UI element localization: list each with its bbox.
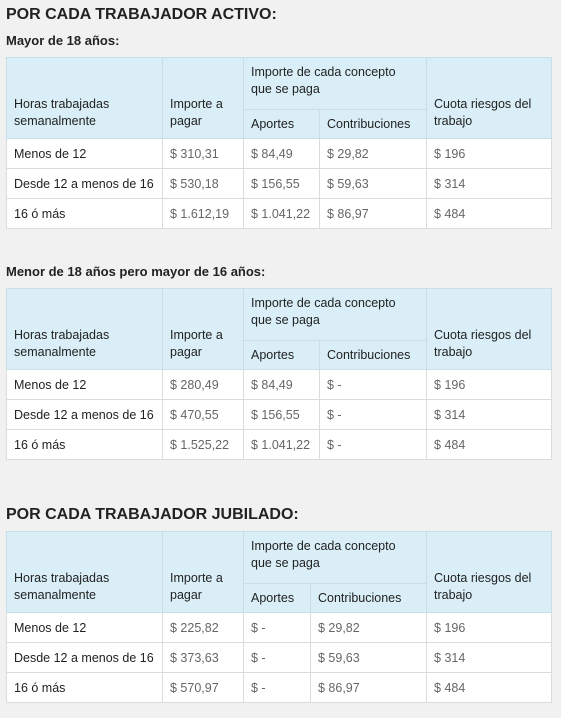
cell-contribuciones: $ - bbox=[320, 430, 427, 460]
section-heading-jubilado: POR CADA TRABAJADOR JUBILADO: bbox=[6, 506, 299, 523]
cell-contribuciones: $ - bbox=[320, 400, 427, 430]
header-contribuciones: Contribuciones bbox=[320, 110, 427, 139]
table-row bbox=[7, 430, 552, 460]
cell-aportes: $ 156,55 bbox=[244, 169, 320, 199]
table-row bbox=[7, 370, 552, 400]
cell-horas: Menos de 12 bbox=[7, 139, 163, 169]
header-concepto: Importe de cada concepto que se paga bbox=[244, 58, 427, 110]
cell-horas: 16 ó más bbox=[7, 430, 163, 460]
cell-importe: $ 373,63 bbox=[163, 643, 244, 673]
header-cuota: Cuota riesgos del trabajo bbox=[427, 532, 552, 613]
table-row bbox=[7, 169, 552, 199]
cell-aportes: $ - bbox=[244, 673, 311, 703]
header-contribuciones: Contribuciones bbox=[311, 584, 427, 613]
cell-importe: $ 225,82 bbox=[163, 613, 244, 643]
cell-horas: Desde 12 a menos de 16 bbox=[7, 400, 163, 430]
header-contribuciones: Contribuciones bbox=[320, 341, 427, 370]
header-importe: Importe a pagar bbox=[163, 58, 244, 139]
table-row bbox=[7, 643, 552, 673]
cell-importe: $ 1.612,19 bbox=[163, 199, 244, 229]
table-row bbox=[7, 613, 552, 643]
cell-aportes: $ 1.041,22 bbox=[244, 199, 320, 229]
table-row bbox=[7, 400, 552, 430]
cell-aportes: $ 84,49 bbox=[244, 370, 320, 400]
cell-horas: Desde 12 a menos de 16 bbox=[7, 169, 163, 199]
cell-importe: $ 570,97 bbox=[163, 673, 244, 703]
subheading-menor-18: Menor de 18 años pero mayor de 16 años: bbox=[6, 264, 266, 279]
cell-cuota: $ 314 bbox=[427, 643, 552, 673]
table-row bbox=[7, 673, 552, 703]
cell-importe: $ 280,49 bbox=[163, 370, 244, 400]
cell-aportes: $ 84,49 bbox=[244, 139, 320, 169]
section-heading-activo: POR CADA TRABAJADOR ACTIVO: bbox=[6, 6, 277, 23]
cell-cuota: $ 484 bbox=[427, 673, 552, 703]
cell-horas: Menos de 12 bbox=[7, 613, 163, 643]
cell-cuota: $ 314 bbox=[427, 169, 552, 199]
cell-aportes: $ - bbox=[244, 643, 311, 673]
cell-cuota: $ 484 bbox=[427, 199, 552, 229]
table-row bbox=[7, 199, 552, 229]
header-importe: Importe a pagar bbox=[163, 532, 244, 613]
cell-horas: 16 ó más bbox=[7, 673, 163, 703]
header-cuota: Cuota riesgos del trabajo bbox=[427, 289, 552, 370]
cell-cuota: $ 196 bbox=[427, 613, 552, 643]
header-cuota: Cuota riesgos del trabajo bbox=[427, 58, 552, 139]
cell-importe: $ 530,18 bbox=[163, 169, 244, 199]
header-horas: Horas trabajadas semanalmente bbox=[7, 532, 163, 613]
cell-contribuciones: $ 86,97 bbox=[320, 199, 427, 229]
header-importe: Importe a pagar bbox=[163, 289, 244, 370]
cell-horas: 16 ó más bbox=[7, 199, 163, 229]
cell-importe: $ 1.525,22 bbox=[163, 430, 244, 460]
cell-horas: Desde 12 a menos de 16 bbox=[7, 643, 163, 673]
cell-contribuciones: $ 59,63 bbox=[320, 169, 427, 199]
cell-cuota: $ 484 bbox=[427, 430, 552, 460]
header-horas: Horas trabajadas semanalmente bbox=[7, 289, 163, 370]
header-aportes: Aportes bbox=[244, 584, 311, 613]
cell-contribuciones: $ 29,82 bbox=[311, 613, 427, 643]
header-concepto: Importe de cada concepto que se paga bbox=[244, 532, 427, 584]
cell-contribuciones: $ 59,63 bbox=[311, 643, 427, 673]
subheading-mayor-18: Mayor de 18 años: bbox=[6, 33, 120, 48]
cell-horas: Menos de 12 bbox=[7, 370, 163, 400]
table-menor-18 bbox=[6, 288, 552, 460]
header-aportes: Aportes bbox=[244, 110, 320, 139]
cell-cuota: $ 196 bbox=[427, 139, 552, 169]
header-aportes: Aportes bbox=[244, 341, 320, 370]
table-mayor-18 bbox=[6, 57, 552, 229]
cell-aportes: $ - bbox=[244, 613, 311, 643]
table-jubilado bbox=[6, 531, 552, 703]
cell-importe: $ 310,31 bbox=[163, 139, 244, 169]
cell-contribuciones: $ 29,82 bbox=[320, 139, 427, 169]
header-horas: Horas trabajadas semanalmente bbox=[7, 58, 163, 139]
cell-cuota: $ 196 bbox=[427, 370, 552, 400]
cell-aportes: $ 156,55 bbox=[244, 400, 320, 430]
table-row bbox=[7, 139, 552, 169]
cell-contribuciones: $ - bbox=[320, 370, 427, 400]
cell-importe: $ 470,55 bbox=[163, 400, 244, 430]
cell-cuota: $ 314 bbox=[427, 400, 552, 430]
header-concepto: Importe de cada concepto que se paga bbox=[244, 289, 427, 341]
cell-contribuciones: $ 86,97 bbox=[311, 673, 427, 703]
cell-aportes: $ 1.041,22 bbox=[244, 430, 320, 460]
